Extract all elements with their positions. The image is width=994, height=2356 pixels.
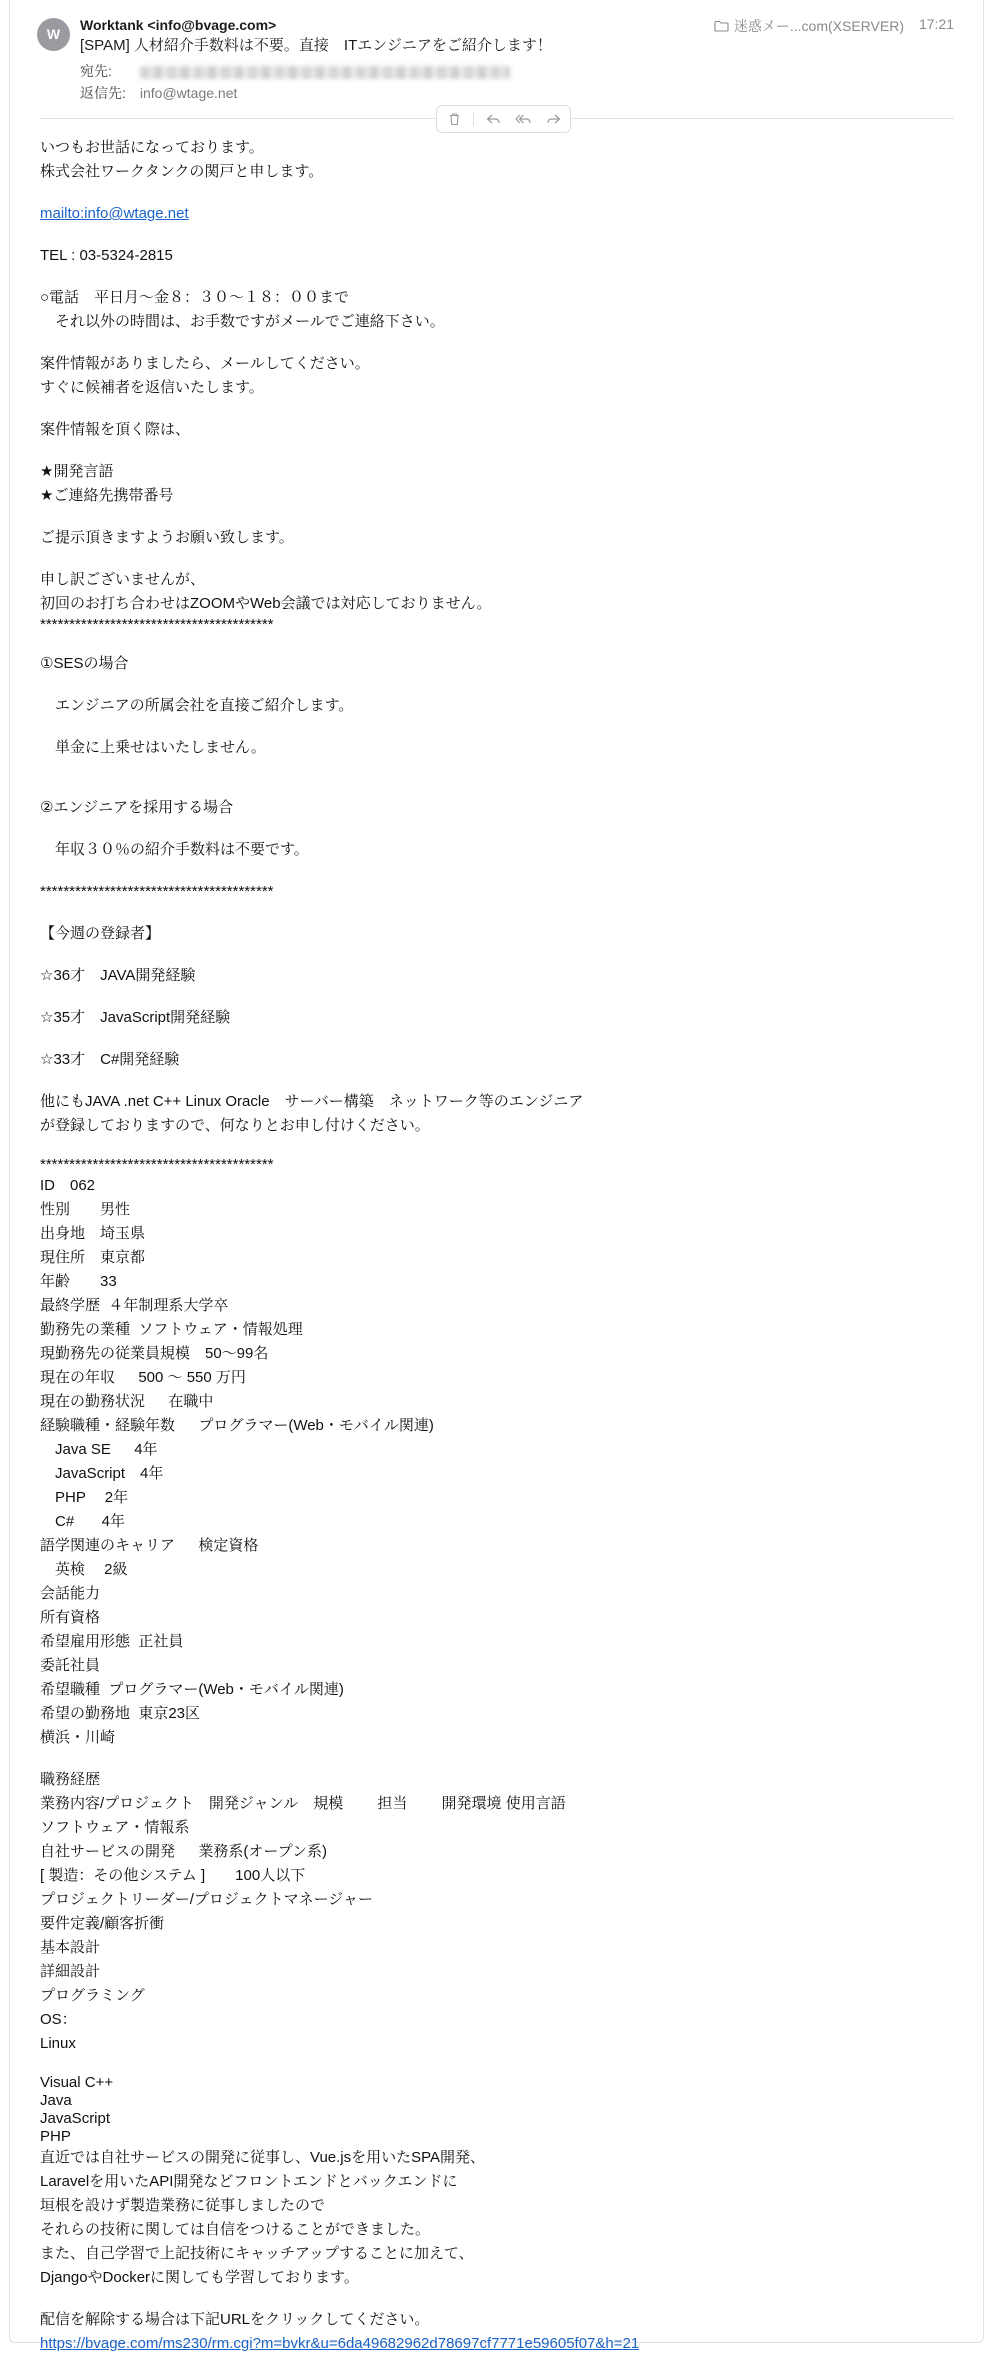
body-line: プロジェクトリーダー/プロジェクトマネージャー xyxy=(40,1891,373,1908)
body-line: ①SESの場合 xyxy=(40,655,129,672)
body-link[interactable]: mailto:info@wtage.net xyxy=(40,205,189,222)
body-line: 株式会社ワークタンクの関戸と申します。 xyxy=(40,163,324,180)
body-line: 出身地 埼玉県 xyxy=(40,1225,146,1242)
body-line: Laravelを用いたAPI開発などフロントエンドとバックエンドに xyxy=(40,2173,458,2190)
body-spacer xyxy=(40,2056,960,2074)
body-spacer xyxy=(40,1138,960,1156)
reply-to-row xyxy=(80,83,237,103)
mailbox-folder[interactable] xyxy=(714,16,904,36)
body-line: 希望の勤務地 東京23区 xyxy=(40,1705,201,1722)
body-spacer xyxy=(40,400,960,418)
body-line: ☆33才 C#開発経験 xyxy=(40,1051,180,1068)
body-spacer xyxy=(40,442,960,460)
reply-to-label: 返信先: xyxy=(80,85,126,101)
body-line: Visual C++ xyxy=(40,2074,114,2091)
body-line: ソフトウェア・情報系 xyxy=(40,1819,190,1836)
body-line: が登録しておりますので、何なりとお申し付けください。 xyxy=(40,1117,430,1134)
body-line: [ 製造：その他システム ] 100人以下 xyxy=(40,1867,306,1884)
body-spacer xyxy=(40,184,960,202)
body-spacer xyxy=(40,676,960,694)
trash-icon[interactable] xyxy=(443,108,465,130)
body-spacer xyxy=(40,550,960,568)
body-line: 配信を解除する場合は下記URLをクリックしてください。 xyxy=(40,2311,430,2328)
body-line: 要件定義/顧客折衝 xyxy=(40,1915,165,1932)
body-spacer xyxy=(40,862,960,880)
message-subject: [SPAM] 人材紹介手数料は不要。直接 ITエンジニアをご紹介します！ xyxy=(80,37,552,54)
recipient-row xyxy=(80,61,510,81)
body-line: 業務内容/プロジェクト 開発ジャンル 規模 担当 開発環境 使用言語 xyxy=(40,1795,566,1812)
body-line: DjangoやDockerに関しても学習しております。 xyxy=(40,2269,359,2286)
body-line: 案件情報を頂く際は、 xyxy=(40,421,191,438)
reply-to-address[interactable]: info@wtage.net xyxy=(139,85,238,101)
body-line: ☆35才 JavaScript開発経験 xyxy=(40,1009,231,1026)
body-spacer xyxy=(40,2290,960,2308)
body-line: 横浜・川崎 xyxy=(40,1729,116,1746)
body-line: 詳細設計 xyxy=(40,1963,101,1980)
body-line: ★ご連絡先携帯番号 xyxy=(40,487,174,504)
body-line: **************************************** xyxy=(40,1156,274,1173)
body-line: 他にもJAVA .net C++ Linux Oracle サーバー構築 ネットワーク等のエンジニア xyxy=(40,1093,584,1110)
body-line: Java xyxy=(40,2092,72,2109)
body-line: 【今週の登録者】 xyxy=(40,925,161,942)
body-line: 会話能力 xyxy=(40,1585,101,1602)
body-line: PHP 2年 xyxy=(40,1489,129,1506)
body-spacer xyxy=(40,904,960,922)
toolbar-separator xyxy=(473,112,474,126)
body-line: いつもお世話になっております。 xyxy=(40,139,264,156)
body-line: 自社サービスの開発 業務系(オープン系) xyxy=(40,1843,327,1860)
body-line: エンジニアの所属会社を直接ご紹介します。 xyxy=(40,697,354,714)
folder-name: 迷惑メー...com(XSERVER) xyxy=(733,18,904,34)
body-line: **************************************** xyxy=(40,616,274,633)
body-spacer xyxy=(40,268,960,286)
body-line: Java SE 4年 xyxy=(40,1441,158,1458)
message-time: 17:21 xyxy=(918,16,954,32)
body-line: 初回のお打ち合わせはZOOMやWeb会議では対応しておりません。 xyxy=(40,595,492,612)
body-line: ②エンジニアを採用する場合 xyxy=(40,799,234,816)
body-line: ☆36才 JAVA開発経験 xyxy=(40,967,196,984)
body-line: 委託社員 xyxy=(40,1657,101,1674)
sender-name[interactable]: Worktank <info@bvage.com> xyxy=(80,17,277,33)
body-line: プログラミング xyxy=(40,1987,145,2004)
body-line: 最終学歴 ４年制理系大学卒 xyxy=(40,1297,229,1314)
body-line: 経験職種・経験年数 プログラマー(Web・モバイル関連) xyxy=(40,1417,434,1434)
body-line: 基本設計 xyxy=(40,1939,101,1956)
body-spacer xyxy=(40,1030,960,1048)
body-spacer xyxy=(40,988,960,1006)
body-line: 希望職種 プログラマー(Web・モバイル関連) xyxy=(40,1681,344,1698)
body-line: 垣根を設けず製造業務に従事しましたので xyxy=(40,2197,326,2214)
body-line: 勤務先の業種 ソフトウェア・情報処理 xyxy=(40,1321,303,1338)
body-spacer xyxy=(40,226,960,244)
body-line: 年齢 33 xyxy=(40,1273,117,1290)
body-line: **************************************** xyxy=(40,883,274,900)
body-line: C# 4年 xyxy=(40,1513,126,1530)
message-body xyxy=(40,136,960,2356)
body-line: 語学関連のキャリア 検定資格 xyxy=(40,1537,259,1554)
body-spacer xyxy=(40,778,960,796)
sender-avatar: W xyxy=(37,18,70,51)
body-spacer xyxy=(40,1072,960,1090)
forward-icon[interactable] xyxy=(542,108,564,130)
body-spacer xyxy=(40,1750,960,1768)
body-spacer xyxy=(40,334,960,352)
body-line: Linux xyxy=(40,2035,76,2052)
body-line: TEL : 03-5324-2815 xyxy=(40,247,173,264)
body-line: 案件情報がありましたら、メールしてください。 xyxy=(40,355,370,372)
body-line: それ以外の時間は、お手数ですがメールでご連絡下さい。 xyxy=(40,313,445,330)
body-line: 現在の勤務状況 在職中 xyxy=(40,1393,214,1410)
reply-all-icon[interactable] xyxy=(512,108,534,130)
body-line: 現在の年収 500 ～ 550 万円 xyxy=(40,1369,246,1386)
to-label: 宛先: xyxy=(80,63,112,79)
body-line: 現住所 東京都 xyxy=(40,1249,146,1266)
body-line: ★開発言語 xyxy=(40,463,114,480)
body-line: 現勤務先の従業員規模 50～99名 xyxy=(40,1345,269,1362)
body-spacer xyxy=(40,820,960,838)
body-line: 希望雇用形態 正社員 xyxy=(40,1633,184,1650)
body-line: それらの技術に関しては自信をつけることができました。 xyxy=(40,2221,431,2238)
body-spacer xyxy=(40,508,960,526)
redacted-recipient xyxy=(140,66,510,79)
body-spacer xyxy=(40,634,960,652)
message-toolbar xyxy=(436,105,571,133)
body-spacer xyxy=(40,760,960,778)
body-line: JavaScript 4年 xyxy=(40,1465,164,1482)
body-line: ○電話 平日月～金８：３０～１８：００まで xyxy=(40,289,350,306)
body-line: ご提示頂きますようお願い致します。 xyxy=(40,529,294,546)
body-line: 申し訳ございませんが、 xyxy=(40,571,206,588)
body-line: 直近では自社サービスの開発に従事し、Vue.jsを用いたSPA開発、 xyxy=(40,2149,486,2166)
body-line: すぐに候補者を返信いたします。 xyxy=(40,379,264,396)
body-line: 英検 2級 xyxy=(40,1561,128,1578)
body-line: 年収３０％の紹介手数料は不要です。 xyxy=(40,841,309,858)
body-line: JavaScript xyxy=(40,2110,111,2127)
body-line: 単金に上乗せはいたしません。 xyxy=(40,739,266,756)
body-line: 職務経歴 xyxy=(40,1771,101,1788)
body-line: また、自己学習で上記技術にキャッチアップすることに加えて、 xyxy=(40,2245,474,2262)
body-spacer xyxy=(40,718,960,736)
body-line: 性別 男性 xyxy=(40,1201,131,1218)
body-line: ID 062 xyxy=(40,1177,96,1194)
body-line: 所有資格 xyxy=(40,1609,101,1626)
body-line: PHP xyxy=(40,2128,71,2145)
reply-icon[interactable] xyxy=(482,108,504,130)
body-spacer xyxy=(40,946,960,964)
folder-icon xyxy=(714,20,729,32)
body-line: OS： xyxy=(40,2011,77,2028)
body-link[interactable]: https://bvage.com/ms230/rm.cgi?m=bvkr&u=6da49682962d78697cf7771e59605f07&h=21 xyxy=(40,2335,640,2352)
